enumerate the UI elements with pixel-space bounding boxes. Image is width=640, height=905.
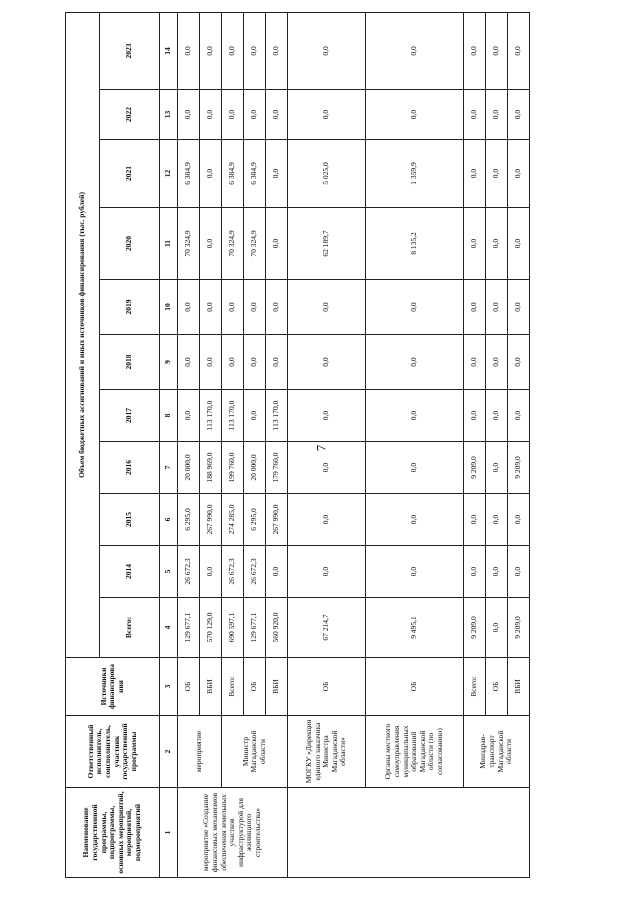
value-cell: 9 209,0 (464, 442, 486, 494)
col-number: 3 (160, 658, 178, 716)
value-cell: 20 000,0 (178, 442, 200, 494)
source-cell: ВБИ (266, 658, 288, 716)
source-cell: ВБИ (508, 658, 530, 716)
value-cell: 0,0 (266, 90, 288, 140)
header-year: 2015 (100, 494, 160, 546)
col-number: 6 (160, 494, 178, 546)
col-number: 11 (160, 208, 178, 280)
value-cell: 0,0 (366, 546, 464, 598)
value-cell: 570 129,0 (200, 598, 222, 658)
value-cell: 0,0 (464, 208, 486, 280)
value-cell: 0,0 (486, 12, 508, 89)
col-number: 9 (160, 335, 178, 390)
value-cell: 0,0 (288, 442, 366, 494)
value-cell: 0,0 (508, 390, 530, 442)
value-cell: 0,0 (178, 280, 200, 335)
value-cell: 267 990,0 (266, 494, 288, 546)
value-cell: 9 209,0 (508, 598, 530, 658)
value-cell: 0,0 (266, 280, 288, 335)
source-cell: ОБ (178, 658, 200, 716)
header-source: Источники финансирова ния (66, 658, 160, 716)
value-cell: 0,0 (464, 546, 486, 598)
value-cell: 0,0 (464, 335, 486, 390)
value-cell: 0,0 (178, 12, 200, 89)
value-cell: 0,0 (222, 90, 244, 140)
name-empty-cell (366, 788, 464, 878)
value-cell: 0,0 (486, 90, 508, 140)
col-number: 4 (160, 598, 178, 658)
value-cell: 0,0 (486, 546, 508, 598)
value-cell: 0,0 (222, 280, 244, 335)
value-cell: 26 672,3 (222, 546, 244, 598)
col-number: 5 (160, 546, 178, 598)
col-number: 2 (160, 716, 178, 788)
value-cell: 0,0 (222, 12, 244, 89)
value-cell: 0,0 (486, 442, 508, 494)
col-number: 1 (160, 788, 178, 878)
value-cell: 0,0 (200, 335, 222, 390)
value-cell: 6 295,0 (178, 494, 200, 546)
value-cell: 188 969,0 (200, 442, 222, 494)
value-cell: 26 672,3 (244, 546, 266, 598)
value-cell: 0,0 (266, 208, 288, 280)
value-cell: 0,0 (178, 390, 200, 442)
value-cell: 0,0 (244, 12, 266, 89)
value-cell: 0,0 (244, 390, 266, 442)
value-cell: 0,0 (366, 442, 464, 494)
page-number: 7 (313, 444, 329, 452)
value-cell: 6 384,9 (222, 140, 244, 208)
value-cell: 70 324,9 (178, 208, 200, 280)
header-funding-group: Объем бюджетных ассигнований и иных источников финансирования (тыс. рублей) (66, 12, 100, 657)
value-cell: 0,0 (486, 494, 508, 546)
value-cell: 62 189,7 (288, 208, 366, 280)
value-cell: 690 597,1 (222, 598, 244, 658)
value-cell: 0,0 (486, 280, 508, 335)
value-cell: 5 025,0 (288, 140, 366, 208)
value-cell: 0,0 (288, 280, 366, 335)
value-cell: 0,0 (486, 598, 508, 658)
value-cell: 0,0 (266, 335, 288, 390)
value-cell: 0,0 (508, 140, 530, 208)
value-cell: 274 285,0 (222, 494, 244, 546)
value-cell: 0,0 (200, 208, 222, 280)
value-cell: 0,0 (486, 208, 508, 280)
value-cell: 26 672,3 (178, 546, 200, 598)
name-empty-cell (288, 788, 366, 878)
col-number: 7 (160, 442, 178, 494)
header-name: Наименование государственной программы, подпрограммы, основных мероприятий, мероприятий, подмероприятий (66, 788, 160, 878)
value-cell: 0,0 (464, 494, 486, 546)
rotated-table-wrapper (65, 13, 530, 878)
header-year: 2017 (100, 390, 160, 442)
value-cell: 129 677,1 (244, 598, 266, 658)
source-cell: ОБ (366, 658, 464, 716)
value-cell: 0,0 (366, 390, 464, 442)
source-cell: Всего: (464, 658, 486, 716)
value-cell: 0,0 (288, 335, 366, 390)
header-year: 2023 (100, 12, 160, 89)
value-cell: 0,0 (366, 494, 464, 546)
value-cell: 267 990,0 (200, 494, 222, 546)
measure-name: мероприятие «Создание финансовых механизмов обеспечения земельных участков инфраструктурой для жилищного строительства» (178, 788, 288, 878)
col-number: 12 (160, 140, 178, 208)
table-row (366, 12, 464, 877)
value-cell: 113 170,0 (266, 390, 288, 442)
value-cell: 0,0 (464, 12, 486, 89)
value-cell: 0,0 (200, 546, 222, 598)
source-cell: ВБИ (200, 658, 222, 716)
value-cell: 0,0 (464, 140, 486, 208)
value-cell: 113 170,0 (222, 390, 244, 442)
header-year: 2016 (100, 442, 160, 494)
table-row (288, 12, 366, 877)
value-cell: 0,0 (222, 335, 244, 390)
value-cell: 0,0 (486, 335, 508, 390)
value-cell: 0,0 (200, 12, 222, 89)
value-cell: 0,0 (288, 12, 366, 89)
executor-cell: мероприятие (178, 716, 222, 788)
header-total: Всего: (100, 598, 160, 658)
executor-cell: МОГКУ «Дирекция единого заказчика Министра Магаданской области» (288, 716, 366, 788)
header-year: 2022 (100, 90, 160, 140)
value-cell: 0,0 (508, 494, 530, 546)
source-cell: ОБ (288, 658, 366, 716)
value-cell: 0,0 (366, 335, 464, 390)
value-cell: 9 495,1 (366, 598, 464, 658)
value-cell: 113 170,0 (200, 390, 222, 442)
header-year: 2021 (100, 140, 160, 208)
executor-cell: Минздрав- транспорт Магаданской области (464, 716, 530, 788)
value-cell: 199 760,0 (222, 442, 244, 494)
value-cell: 179 760,0 (266, 442, 288, 494)
value-cell: 0,0 (200, 90, 222, 140)
table-row (222, 12, 244, 877)
value-cell: 0,0 (200, 280, 222, 335)
value-cell: 6 384,9 (178, 140, 200, 208)
source-cell: ОБ (486, 658, 508, 716)
value-cell: 70 324,9 (244, 208, 266, 280)
value-cell: 0,0 (486, 390, 508, 442)
value-cell: 0,0 (244, 335, 266, 390)
value-cell: 0,0 (508, 12, 530, 89)
value-cell: 0,0 (178, 90, 200, 140)
table-row (464, 12, 486, 877)
col-number: 13 (160, 90, 178, 140)
header-year: 2014 (100, 546, 160, 598)
col-number: 8 (160, 390, 178, 442)
value-cell: 6 384,9 (244, 140, 266, 208)
value-cell: 9 209,0 (464, 598, 486, 658)
value-cell: 0,0 (266, 12, 288, 89)
value-cell: 8 135,2 (366, 208, 464, 280)
value-cell: 0,0 (288, 390, 366, 442)
value-cell: 0,0 (244, 280, 266, 335)
value-cell: 0,0 (486, 140, 508, 208)
header-year: 2018 (100, 335, 160, 390)
value-cell: 0,0 (200, 140, 222, 208)
value-cell: 0,0 (178, 335, 200, 390)
value-cell: 0,0 (508, 280, 530, 335)
value-cell: 0,0 (288, 90, 366, 140)
value-cell: 0,0 (266, 546, 288, 598)
value-cell: 67 214,7 (288, 598, 366, 658)
value-cell: 0,0 (508, 90, 530, 140)
table-row (178, 12, 200, 877)
source-cell: Всего: (222, 658, 244, 716)
value-cell: 0,0 (508, 208, 530, 280)
value-cell: 0,0 (288, 494, 366, 546)
col-number: 14 (160, 12, 178, 89)
header-year: 2020 (100, 208, 160, 280)
value-cell: 0,0 (288, 546, 366, 598)
header-executor: Ответственный исполнитель, соисполнитель, участник государственной программы (66, 716, 160, 788)
column-number-row (160, 12, 178, 877)
source-cell: ОБ (244, 658, 266, 716)
value-cell: 0,0 (366, 90, 464, 140)
value-cell: 70 324,9 (222, 208, 244, 280)
name-empty-cell (464, 788, 530, 878)
value-cell: 0,0 (508, 335, 530, 390)
value-cell: 1 359,9 (366, 140, 464, 208)
executor-cell: Органы местного самоуправления муниципальных образований Магаданской области (по согласованию) (366, 716, 464, 788)
value-cell: 129 677,1 (178, 598, 200, 658)
value-cell: 0,0 (266, 140, 288, 208)
value-cell: 0,0 (464, 390, 486, 442)
value-cell: 9 209,0 (508, 442, 530, 494)
value-cell: 0,0 (508, 546, 530, 598)
value-cell: 560 920,0 (266, 598, 288, 658)
value-cell: 20 000,0 (244, 442, 266, 494)
value-cell: 0,0 (464, 90, 486, 140)
value-cell: 0,0 (244, 90, 266, 140)
value-cell: 0,0 (464, 280, 486, 335)
value-cell: 0,0 (366, 12, 464, 89)
col-number: 10 (160, 280, 178, 335)
header-year: 2019 (100, 280, 160, 335)
budget-table (65, 12, 530, 878)
value-cell: 6 295,0 (244, 494, 266, 546)
executor-cell: Министр Магаданской области (222, 716, 288, 788)
value-cell: 0,0 (366, 280, 464, 335)
